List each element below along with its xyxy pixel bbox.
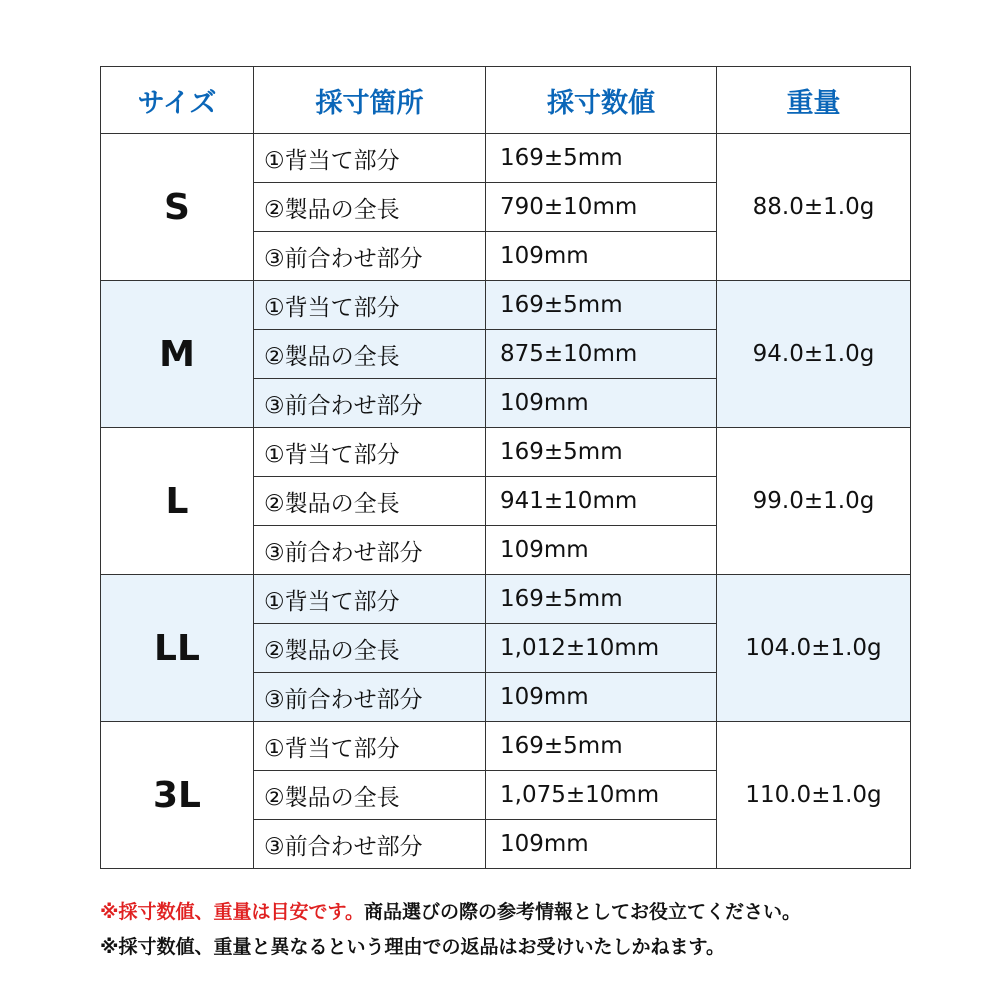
table-row	[101, 575, 911, 624]
size-label: S	[101, 134, 254, 281]
note-warning: ※採寸数値、重量は目安です。	[100, 901, 364, 923]
note-line-1	[100, 895, 980, 930]
measure-part: ②製品の全長	[254, 330, 486, 379]
size-label: LL	[101, 575, 254, 722]
measure-value: 1,012±10mm	[486, 624, 717, 673]
measure-part: ②製品の全長	[254, 477, 486, 526]
note-line-2: ※採寸数値、重量と異なるという理由での返品はお受けいたしかねます。	[100, 936, 725, 958]
size-label: 3L	[101, 722, 254, 869]
measure-part: ①背当て部分	[254, 134, 486, 183]
measure-value: 169±5mm	[486, 134, 717, 183]
size-label: M	[101, 281, 254, 428]
measure-part: ③前合わせ部分	[254, 379, 486, 428]
measure-value: 790±10mm	[486, 183, 717, 232]
header-value: 採寸数値	[486, 67, 717, 134]
measure-value: 169±5mm	[486, 281, 717, 330]
table-row	[101, 281, 911, 330]
measure-part: ③前合わせ部分	[254, 232, 486, 281]
measure-part: ①背当て部分	[254, 281, 486, 330]
measure-value: 169±5mm	[486, 575, 717, 624]
table-row	[101, 722, 911, 771]
measure-part: ①背当て部分	[254, 575, 486, 624]
size-label: L	[101, 428, 254, 575]
measure-value: 109mm	[486, 526, 717, 575]
measure-part: ②製品の全長	[254, 771, 486, 820]
table-body	[101, 134, 911, 869]
weight-value: 88.0±1.0g	[717, 134, 911, 281]
weight-value: 104.0±1.0g	[717, 575, 911, 722]
measure-value: 1,075±10mm	[486, 771, 717, 820]
measure-value: 109mm	[486, 232, 717, 281]
weight-value: 99.0±1.0g	[717, 428, 911, 575]
size-table	[100, 66, 911, 869]
header-weight: 重量	[717, 67, 911, 134]
measure-value: 169±5mm	[486, 722, 717, 771]
measure-part: ③前合わせ部分	[254, 673, 486, 722]
header-size: サイズ	[101, 67, 254, 134]
note-text: 商品選びの際の参考情報としてお役立てください。	[363, 901, 801, 923]
weight-value: 110.0±1.0g	[717, 722, 911, 869]
measure-value: 941±10mm	[486, 477, 717, 526]
measure-value: 169±5mm	[486, 428, 717, 477]
measure-value: 875±10mm	[486, 330, 717, 379]
measure-value: 109mm	[486, 379, 717, 428]
measure-part: ①背当て部分	[254, 428, 486, 477]
measure-part: ③前合わせ部分	[254, 526, 486, 575]
table-row	[101, 428, 911, 477]
measure-part: ①背当て部分	[254, 722, 486, 771]
measure-part: ③前合わせ部分	[254, 820, 486, 869]
notes	[100, 895, 980, 965]
measure-value: 109mm	[486, 820, 717, 869]
header-row	[101, 67, 911, 134]
measure-part: ②製品の全長	[254, 624, 486, 673]
weight-value: 94.0±1.0g	[717, 281, 911, 428]
table-row	[101, 134, 911, 183]
measure-value: 109mm	[486, 673, 717, 722]
measure-part: ②製品の全長	[254, 183, 486, 232]
header-part: 採寸箇所	[254, 67, 486, 134]
